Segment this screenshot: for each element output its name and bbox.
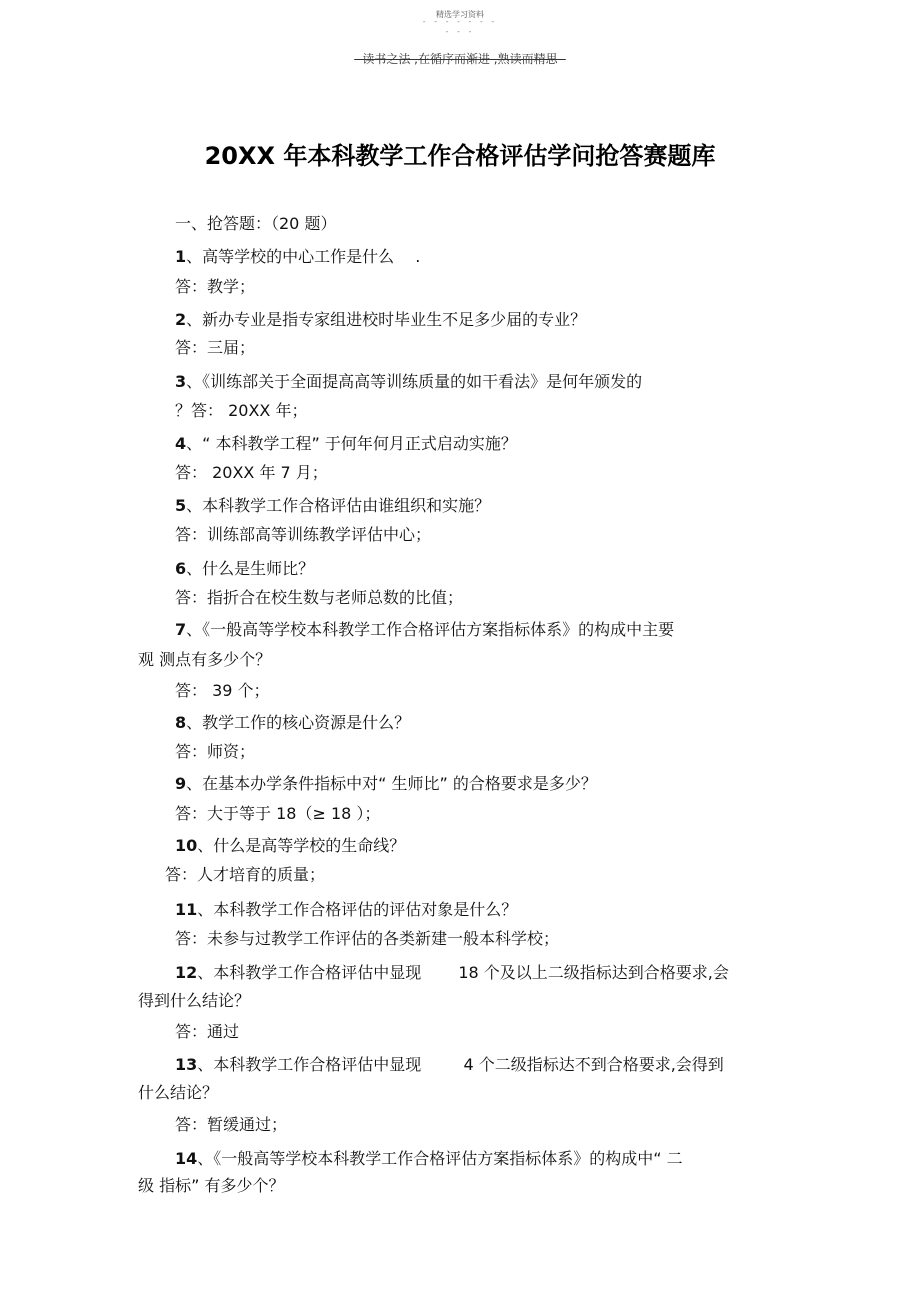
text-line	[175, 739, 255, 762]
line-text: 答：大于等于 18（≥ 18 ）；	[175, 804, 381, 823]
line-text: 答：教学；	[175, 277, 256, 296]
section-heading: 一、抢答题：（20 题）	[175, 214, 337, 233]
line-text: 、本科教学工作合格评估中显现 4 个二级指标达不到合格要求,会得到	[197, 1055, 724, 1074]
question-number: 10	[175, 836, 198, 855]
line-text: 答：指折合在校生数与老师总数的比值；	[175, 588, 464, 607]
line-text: 答：三届；	[175, 338, 256, 357]
header-dashes-bottom: - - -	[445, 27, 475, 36]
question-number: 2	[175, 310, 187, 329]
text-line	[175, 398, 307, 421]
line-text: 什么结论？	[138, 1083, 219, 1102]
question-number: 6	[175, 559, 187, 578]
question-line	[175, 1052, 724, 1075]
text-line	[175, 585, 463, 608]
line-text: 、《训练部关于全面提高高等训练质量的如干看法》是何年颁发的	[186, 372, 643, 391]
text-line	[138, 1080, 218, 1103]
text-line	[138, 647, 271, 670]
line-text: 答：未参与过教学工作评估的各类新建一般本科学校；	[175, 929, 560, 948]
question-number: 7	[175, 620, 187, 639]
question-number: 5	[175, 496, 187, 515]
question-line	[175, 710, 410, 733]
line-text: 、《一般高等学校本科教学工作合格评估方案指标体系》的构成中主要	[186, 620, 675, 639]
line-text: 、本科教学工作合格评估由谁组织和实施？	[186, 496, 491, 515]
question-number: 1	[175, 247, 187, 266]
question-number: 11	[175, 900, 198, 919]
line-text: 答：人才培育的质量；	[165, 865, 326, 884]
text-line	[175, 1019, 239, 1042]
text-line	[175, 274, 255, 297]
question-line	[175, 897, 517, 920]
line-text: 答：暂缓通过；	[175, 1115, 288, 1134]
question-number: 14	[175, 1149, 198, 1168]
text-line	[165, 862, 325, 885]
line-text: 答：通过	[175, 1022, 240, 1041]
line-text: 得到什么结论？	[138, 991, 251, 1010]
question-line	[175, 556, 314, 579]
question-number: 3	[175, 372, 187, 391]
question-line	[175, 617, 674, 640]
question-line	[175, 244, 420, 267]
question-line	[175, 307, 586, 330]
text-line	[175, 1112, 287, 1135]
text-line	[175, 801, 380, 824]
question-number: 12	[175, 963, 198, 982]
header-dashes-top: - - - - - - -	[422, 17, 498, 26]
line-text: 、什么是生师比？	[186, 559, 315, 578]
line-text: 、《一般高等学校本科教学工作合格评估方案指标体系》的构成中“ 二	[197, 1149, 683, 1168]
line-text: 答：师资；	[175, 742, 256, 761]
line-text: 级 指标” 有多少个？	[138, 1176, 285, 1195]
line-text: ？答： 20XX 年；	[175, 401, 308, 420]
page-title: 20XX 年本科教学工作合格评估学问抢答赛题库	[204, 142, 716, 170]
line-text: 、“ 本科教学工程” 于何年何月正式启动实施？	[186, 434, 517, 453]
line-text: 、教学工作的核心资源是什么？	[186, 713, 411, 732]
line-text: 答：训练部高等训练教学评估中心；	[175, 525, 432, 544]
header-source-label: 精选学习资料	[436, 10, 484, 19]
question-line	[175, 369, 642, 392]
text-line	[138, 988, 250, 1011]
question-line	[175, 431, 517, 454]
line-text: 、在基本办学条件指标中对“ 生师比” 的合格要求是多少？	[186, 774, 597, 793]
line-text: 观 测点有多少个？	[138, 650, 272, 669]
question-line	[175, 960, 729, 983]
header-motto: - 读书之法 ,在循序而渐进 ,熟读而精思 -	[354, 52, 566, 66]
line-text: 答： 39 个；	[175, 681, 270, 700]
line-text: 、新办专业是指专家组进校时毕业生不足多少届的专业？	[186, 310, 587, 329]
question-line	[175, 771, 597, 794]
line-text: 、高等学校的中心工作是什么 .	[186, 247, 421, 266]
line-text: 、什么是高等学校的生命线？	[197, 836, 406, 855]
question-line	[175, 1146, 683, 1169]
line-text: 、本科教学工作合格评估中显现 18 个及以上二级指标达到合格要求,会	[197, 963, 729, 982]
text-line	[175, 460, 328, 483]
text-line	[175, 335, 255, 358]
line-text: 答： 20XX 年 7 月；	[175, 463, 328, 482]
text-line	[175, 678, 270, 701]
question-number: 13	[175, 1055, 198, 1074]
question-number: 9	[175, 774, 187, 793]
text-line	[138, 1173, 284, 1196]
question-line	[175, 833, 405, 856]
question-line	[175, 493, 490, 516]
text-line	[175, 926, 559, 949]
line-text: 、本科教学工作合格评估的评估对象是什么？	[197, 900, 518, 919]
text-line	[175, 522, 431, 545]
question-number: 8	[175, 713, 187, 732]
question-number: 4	[175, 434, 187, 453]
